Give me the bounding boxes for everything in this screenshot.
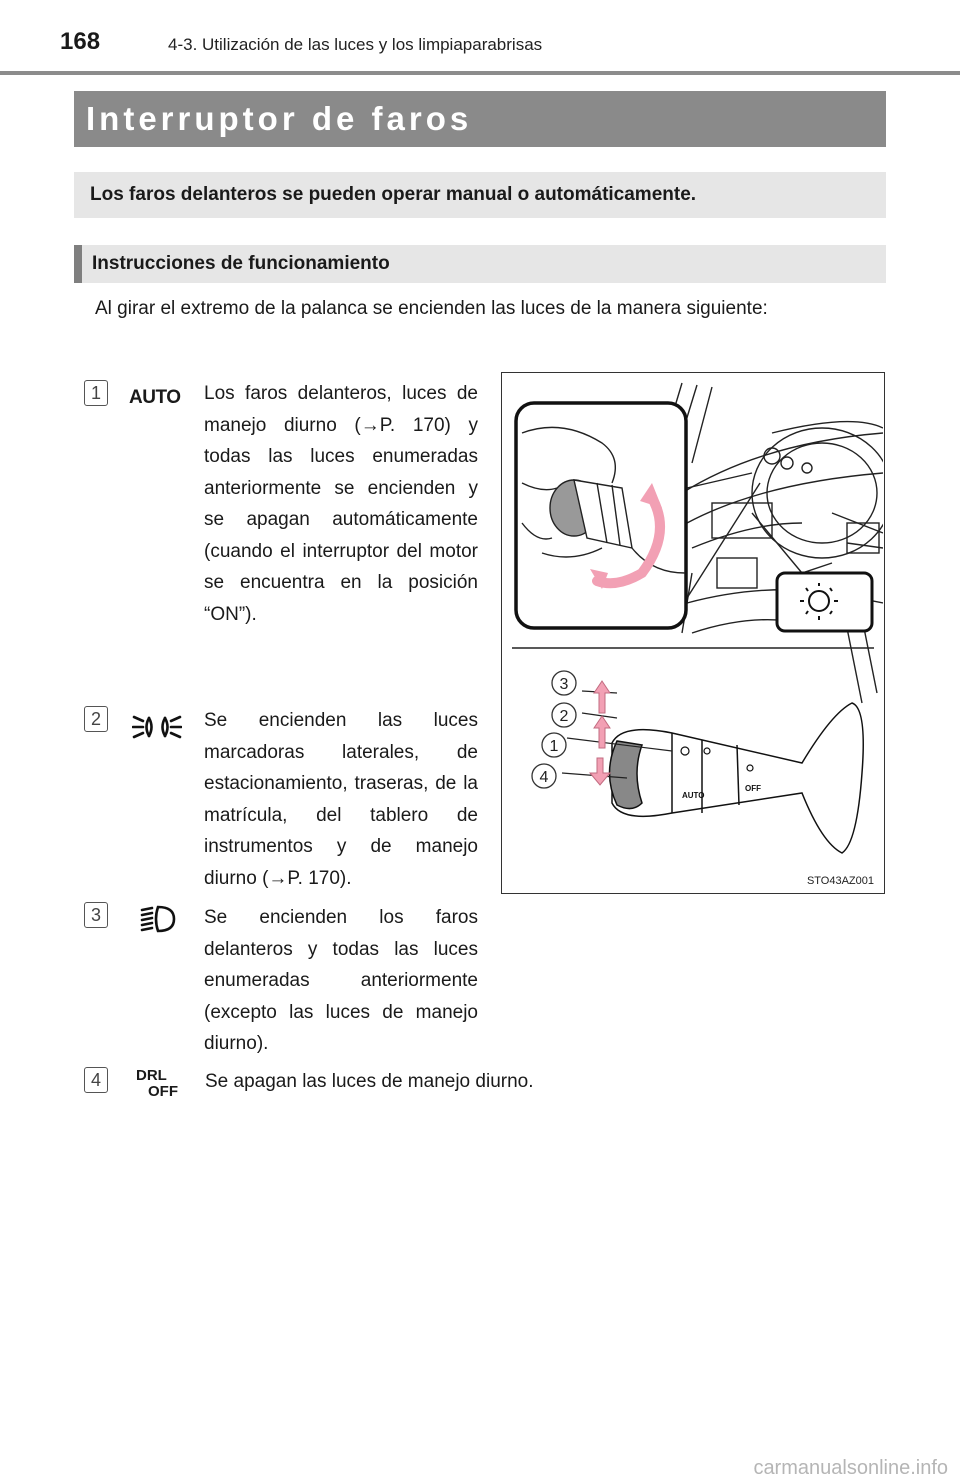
item-text-3-body: Se encienden los faros delanteros y todas las luces enumeradas anteriormente (excepto las luces de manejo diurno).	[204, 907, 478, 1054]
item-number-2: 2	[84, 706, 108, 732]
intro-box: Los faros delanteros se pueden operar manual o automáticamente.	[74, 172, 886, 218]
watermark: carmanualsonline.info	[753, 1457, 948, 1479]
switch-auto-label: AUTO	[682, 791, 705, 800]
drl-label: DRL	[136, 1067, 167, 1084]
page-title: Interruptor de faros	[74, 91, 886, 147]
lead-paragraph: Al girar el extremo de la palanca se encienden las luces de la manera siguiente:	[95, 298, 768, 319]
item-text-4: Se apagan las luces de manejo diurno.	[205, 1071, 534, 1092]
callout-3: 3	[559, 676, 569, 693]
headlight-switch-figure	[501, 372, 885, 894]
figure-code: STO43AZ001	[806, 875, 874, 887]
item-text-1-body: Los faros delanteros, luces de manejo diurno (→P. 170) y todas las luces enumeradas anteriormente se encienden y se apagan automáticamente (cuando el interruptor del motor se encuentra en la posición “ON”).	[204, 383, 478, 625]
item-text-1	[204, 378, 478, 630]
item-text-2-body: Se encienden las luces marcadoras laterales, de estacionamiento, traseras, de la matrícula, del tablero de instrumentos y de manejo diurno (→P. 170).	[204, 710, 478, 889]
headlight-icon	[138, 904, 178, 934]
header-rule	[0, 71, 960, 75]
subsection-heading: Instrucciones de funcionamiento	[74, 245, 886, 283]
item-number-4: 4	[84, 1067, 108, 1093]
callout-1: 1	[549, 738, 559, 755]
item-number-3: 3	[84, 902, 108, 928]
off-label: OFF	[148, 1083, 178, 1100]
item-number-1: 1	[84, 380, 108, 406]
auto-icon: AUTO	[129, 387, 181, 408]
callout-4: 4	[539, 769, 549, 786]
drl-off-icon	[136, 1066, 186, 1102]
figure-drawing	[502, 373, 883, 892]
running-head: 4-3. Utilización de las luces y los limpiaparabrisas	[168, 35, 543, 54]
switch-off-label: OFF	[745, 784, 761, 793]
side-marker-lights-icon	[132, 712, 182, 742]
item-text-3	[204, 902, 478, 1060]
item-text-2	[204, 705, 478, 894]
callout-2: 2	[559, 708, 569, 725]
page-number: 168	[60, 28, 101, 55]
